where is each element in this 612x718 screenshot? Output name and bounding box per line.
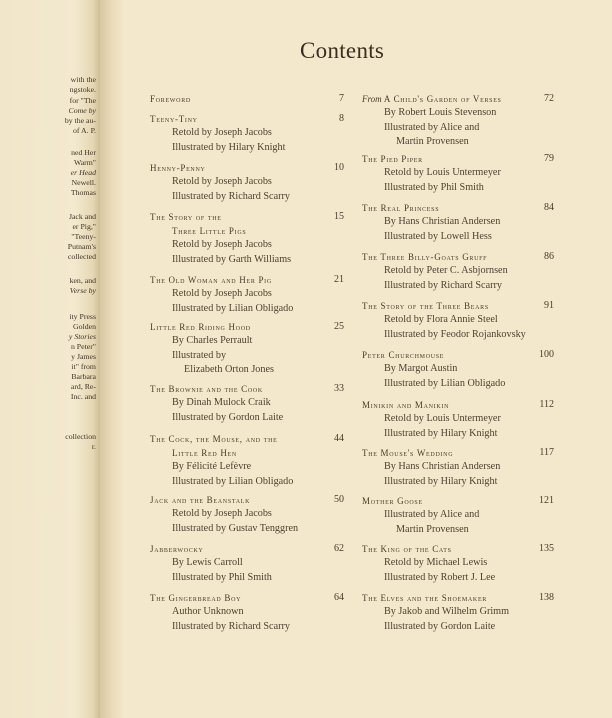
toc-entry-title: Peter Churchmouse [362,350,445,360]
toc-entry-credit: By Hans Christian Andersen [384,461,501,472]
toc-entry-credit: Illustrated by Hilary Knight [384,427,498,439]
toc-entry-credit: Martin Provensen [396,523,469,535]
toc-page-number: 21 [334,274,344,285]
toc-entry-credit: Author Unknown [172,606,244,617]
toc-entry-credit: By Félicité Lefèvre [172,461,252,472]
toc-entry-credit: Retold by Joseph Jacobs [172,127,272,138]
toc-entry[interactable] [362,591,554,634]
toc-page-number: 138 [539,592,554,603]
toc-page-number: 117 [539,447,554,458]
left-page-text-fragment: er Head [70,168,96,177]
toc-entry-credit: Retold by Peter C. Asbjornsen [384,265,508,276]
toc-page-number: 86 [544,251,554,262]
toc-entry-title: The Mouse's Wedding [362,448,454,458]
toc-page-number: 100 [539,349,554,360]
toc-entry[interactable] [362,299,554,342]
left-page-text-fragment: Golden [73,322,96,331]
left-page-text-fragment: "Teeny- [71,232,96,241]
toc-entry[interactable] [150,432,344,489]
toc-entry-credit: Illustrated by Robert J. Lee [384,571,496,583]
toc-page-number: 64 [334,592,344,603]
toc-entry-credit: Illustrated by Richard Scarry [172,620,290,632]
left-page-text-fragment: ity Press [69,312,96,321]
toc-entry-credit: Illustrated by Lilian Obligado [172,302,294,314]
toc-page-number: 62 [334,543,344,554]
toc-entry-title: The Old Woman and Her Pig [150,275,272,285]
toc-entry-title: The Brownie and the Cook [150,384,263,394]
left-page-text-fragment: Putnam's [67,242,96,251]
left-page-text-fragment: n Peter" [70,342,96,351]
toc-entry[interactable] [150,273,344,316]
toc-entry-credit: Illustrated by Lilian Obligado [172,475,294,487]
toc-entry-credit: Illustrated by Alice and [384,121,480,133]
toc-entry-credit: By Charles Perrault [172,335,253,346]
toc-entry-credit: Retold by Flora Annie Steel [384,314,498,325]
toc-entry-title: The Story of the [150,212,222,222]
toc-entry[interactable] [150,112,344,155]
toc-entry[interactable] [150,92,344,106]
left-page-text-fragment: ned Her [71,148,96,157]
left-page-text-fragment: Verse by [69,286,96,295]
toc-entry-credit: Retold by Joseph Jacobs [172,288,272,299]
left-page-text-fragment: y James [71,352,96,361]
toc-entry-title: Minikin and Manikin [362,400,450,410]
toc-entry[interactable] [362,348,554,391]
toc-entry-credit: Illustrated by Lilian Obligado [384,377,506,389]
left-page-text-fragment: Warm" [73,158,96,167]
left-page-text-fragment: Come by [68,106,96,115]
toc-entry-title-prefix: From [362,94,384,104]
toc-entry[interactable] [362,446,554,489]
left-page-text-fragment: with the [70,75,96,84]
toc-entry-credit: Illustrated by Lowell Hess [384,230,492,242]
toc-entry-credit: Illustrated by Hilary Knight [172,141,286,153]
toc-entry-credit: Retold by Joseph Jacobs [172,239,272,250]
toc-entry[interactable] [150,210,344,267]
toc-entry-title: From A Child's Garden of Verses [362,94,502,104]
left-page-text-fragment: Thomas [70,188,96,197]
toc-entry-title: Henny-Penny [150,163,206,173]
toc-entry-title: Jabberwocky [150,544,204,554]
left-page-text-fragment: Jack and [68,212,96,221]
toc-entry[interactable] [362,250,554,293]
toc-entry-credit: By Hans Christian Andersen [384,216,501,227]
toc-page-number: 33 [334,383,344,394]
toc-page-number: 91 [544,300,554,311]
toc-page-number: 8 [339,113,344,124]
toc-page-number: 121 [539,495,554,506]
left-page-text-fragment: ngstoke. [69,85,96,94]
toc-page-number: 44 [334,433,344,444]
left-page-text-fragment: collected [67,252,96,261]
book-gutter [100,0,124,718]
toc-entry-credit: Illustrated by [172,349,227,361]
toc-page-number: 79 [544,153,554,164]
toc-page-number: 84 [544,202,554,213]
toc-entry-credit: By Jakob and Wilhelm Grimm [384,606,510,617]
toc-entry-credit: Illustrated by Garth Williams [172,253,292,265]
toc-entry-credit: Illustrated by Richard Scarry [172,190,290,202]
toc-entry-title: The Elves and the Shoemaker [362,593,488,603]
toc-entry-credit: Illustrated by Feodor Rojankovsky [384,328,526,340]
toc-entry-credit: Elizabeth Orton Jones [184,364,274,376]
toc-entry-credit: By Margot Austin [384,363,458,374]
toc-entry[interactable] [150,161,344,204]
page-title: Contents [300,38,385,63]
toc-entry-title: Foreword [150,94,191,104]
toc-entry-title-continued: Three Little Pigs [172,226,247,236]
toc-entry-credit: Illustrated by Alice and [384,509,480,520]
left-page-edge [0,0,100,718]
toc-entry-credit: Martin Provensen [396,136,469,148]
toc-entry-credit: Illustrated by Phil Smith [172,571,272,583]
toc-entry[interactable] [362,92,554,150]
left-page-text-fragment: Inc. and [70,392,96,401]
toc-entry[interactable] [150,542,344,585]
toc-entry-credit: Illustrated by Hilary Knight [384,475,498,487]
toc-entry[interactable] [150,493,344,536]
toc-entry[interactable] [362,542,554,585]
toc-entry-title: Teeny-Tiny [150,114,198,124]
toc-entry-credit: Retold by Joseph Jacobs [172,176,272,187]
left-page-text-fragment: for "The [69,96,96,105]
toc-entry-title: The Pied Piper [362,154,423,164]
toc-entry-title: Mother Goose [362,496,423,506]
toc-entry-title: Jack and the Beanstalk [150,495,251,505]
toc-page-number: 112 [539,399,554,410]
toc-entry-credit: Retold by Louis Untermeyer [384,167,501,178]
toc-entry-credit: Illustrated by Gordon Laite [384,620,496,632]
toc-entry-title: The Cock, the Mouse, and the [150,434,278,444]
toc-entry[interactable] [362,201,554,244]
toc-entry-credit: By Lewis Carroll [172,557,243,568]
toc-entry-credit: Retold by Michael Lewis [384,557,488,568]
toc-entry-credit: Retold by Joseph Jacobs [172,508,272,519]
left-page-text-fragment: Newell. [71,178,96,187]
left-page-text-fragment: Barbara [71,372,96,381]
toc-entry-credit: Retold by Louis Untermeyer [384,413,501,424]
left-page-text-fragment: of A. P. [73,126,96,135]
left-page-text-fragment: y Stories [68,332,96,341]
toc-page-number: 25 [334,321,344,332]
toc-entry[interactable] [362,152,554,195]
toc-entry[interactable] [150,591,344,634]
toc-page-number: 72 [544,93,554,104]
left-page-text-fragment: ken, and [69,276,96,285]
toc-entry-title: The Story of the Three Bears [362,301,489,311]
left-page-text-fragment: er Pig," [72,222,96,231]
toc-entry-title-continued: Little Red Hen [172,448,237,458]
toc-page-number: 10 [334,162,344,173]
toc-entry[interactable] [150,320,344,378]
toc-page-number: 135 [539,543,554,554]
toc-entry-credit: Illustrated by Richard Scarry [384,279,502,291]
toc-entry-title: Little Red Riding Hood [150,322,251,332]
left-page-text-fragment: it" from [71,362,96,371]
toc-entry-title: The Three Billy-Goats Gruff [362,252,488,262]
toc-entry[interactable] [362,398,554,441]
toc-entry-credit: Illustrated by Phil Smith [384,181,484,193]
left-page-text-fragment: by the au- [64,116,96,125]
left-page-text-fragment: r. [91,442,96,451]
toc-entry-credit: Illustrated by Gordon Laite [172,411,284,423]
toc-page-number: 15 [334,211,344,222]
toc-entry[interactable] [362,494,554,537]
left-page-text-fragment: collection [65,432,96,441]
toc-entry-credit: By Dinah Mulock Craik [172,397,271,408]
toc-entry[interactable] [150,382,344,425]
toc-entry-credit: By Robert Louis Stevenson [384,107,497,118]
left-page-text-fragment: ard, Re- [70,382,96,391]
toc-page-number: 7 [339,93,344,104]
toc-entry-title: The Real Princess [362,203,440,213]
toc-entry-title: The King of the Cats [362,544,452,554]
toc-entry-title: The Gingerbread Boy [150,593,242,603]
toc-entry-credit: Illustrated by Gustav Tenggren [172,522,299,534]
toc-page-number: 50 [334,494,344,505]
